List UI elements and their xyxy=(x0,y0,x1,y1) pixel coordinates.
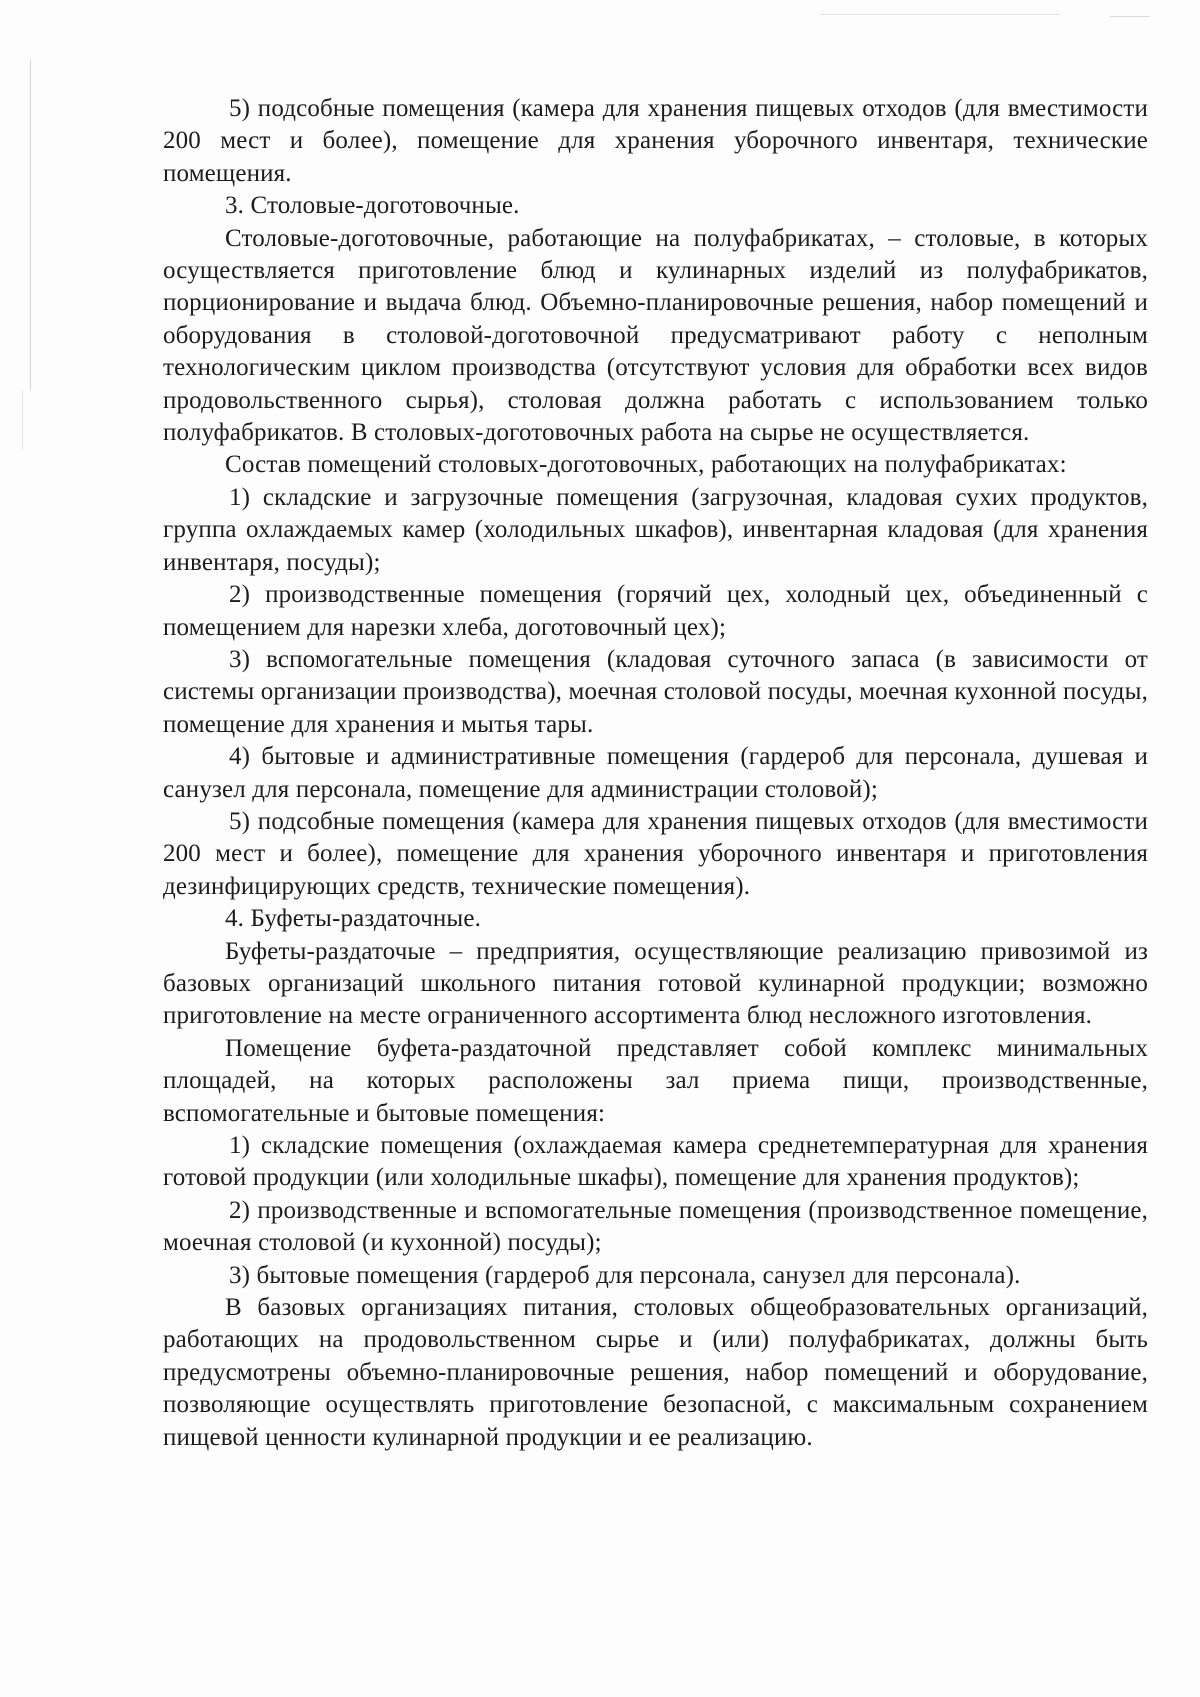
body-paragraph: Состав помещений столовых-доготовочных, работающих на полуфабрикатах: xyxy=(225,451,1067,479)
scan-edge-mark xyxy=(22,390,23,450)
list-item-paragraph: 3) бытовые помещения (гардероб для персонала, санузел для персонала). xyxy=(229,1261,1021,1289)
scan-top-mark xyxy=(1110,16,1150,17)
scan-top-mark xyxy=(820,14,1060,15)
document-body xyxy=(163,93,1148,1454)
body-paragraph: Помещение буфета-раздаточной представляет собой комплекс минимальных площадей, на которых расположены зал приема пищи, производственные, вспомогательные и бытовые помещения: xyxy=(163,1034,1148,1127)
list-item-paragraph: 1) складские и загрузочные помещения (загрузочная, кладовая сухих продуктов, группа охлаждаемых камер (холодильных шкафов), инвентарная кладовая (для хранения инвентаря, посуды); xyxy=(163,483,1148,576)
list-item-paragraph: 5) подсобные помещения (камера для хранения пищевых отходов (для вместимости 200 мест и более), помещение для хранения уборочного инвентаря, технические помещения. xyxy=(163,95,1148,187)
body-paragraph: Буфеты-раздаточые – предприятия, осуществляющие реализацию привозимой из базовых организаций школьного питания готовой кулинарной продукции; возможно приготовление на месте ограниченного ассортимента блюд несложного изготовления. xyxy=(163,937,1148,1030)
body-paragraph: Столовые-доготовочные, работающие на полуфабрикатах, – столовые, в которых осуществляется приготовление блюд и кулинарных изделий из полуфабрикатов, порционирование и выдача блюд. Объемно-планировочные решения, набор помещений и оборудования в столовой-доготовочной предусматривают работу с неполным технологическим циклом производства (отсутствуют условия для обработки всех видов продовольственного сырья), столовая должна работать с использованием только полуфабрикатов. В столовых-доготовочных работа на сырье не осуществляется. xyxy=(163,224,1148,447)
list-item-paragraph: 2) производственные помещения (горячий цех, холодный цех, объединенный с помещением для нарезки хлеба, доготовочный цех); xyxy=(163,581,1148,641)
section-heading: 3. Столовые-доготовочные. xyxy=(225,192,520,220)
list-item-paragraph: 4) бытовые и административные помещения (гардероб для персонала, душевая и санузел для персонала, помещение для администрации столовой); xyxy=(163,743,1148,803)
list-item-paragraph: 1) складские помещения (охлаждаемая камера среднетемпературная для хранения готовой продукции (или холодильные шкафы), помещение для хранения продуктов); xyxy=(163,1132,1148,1192)
list-item-paragraph: 3) вспомогательные помещения (кладовая суточного запаса (в зависимости от системы организации производства), моечная столовой посуды, моечная кухонной посуды, помещение для хранения и мытья тары. xyxy=(163,645,1148,738)
list-item-paragraph: 2) производственные и вспомогательные помещения (производственное помещение, моечная столовой (и кухонной) посуды); xyxy=(163,1196,1148,1257)
body-paragraph: В базовых организациях питания, столовых общеобразовательных организаций, работающих на продовольственном сырье и (или) полуфабрикатах, должны быть предусмотрены объемно-планировочные решения, набор помещений и оборудование, позволяющие осуществлять приготовление безопасной, с максимальным сохранением пищевой ценности кулинарной продукции и ее реализацию. xyxy=(163,1294,1148,1451)
section-heading: 4. Буфеты-раздаточные. xyxy=(225,905,481,933)
list-item-paragraph: 5) подсобные помещения (камера для хранения пищевых отходов (для вместимости 200 мест и более), помещение для хранения уборочного инвентаря и приготовления дезинфицирующих средств, технические помещения). xyxy=(163,807,1148,900)
scan-edge-mark xyxy=(30,60,31,390)
